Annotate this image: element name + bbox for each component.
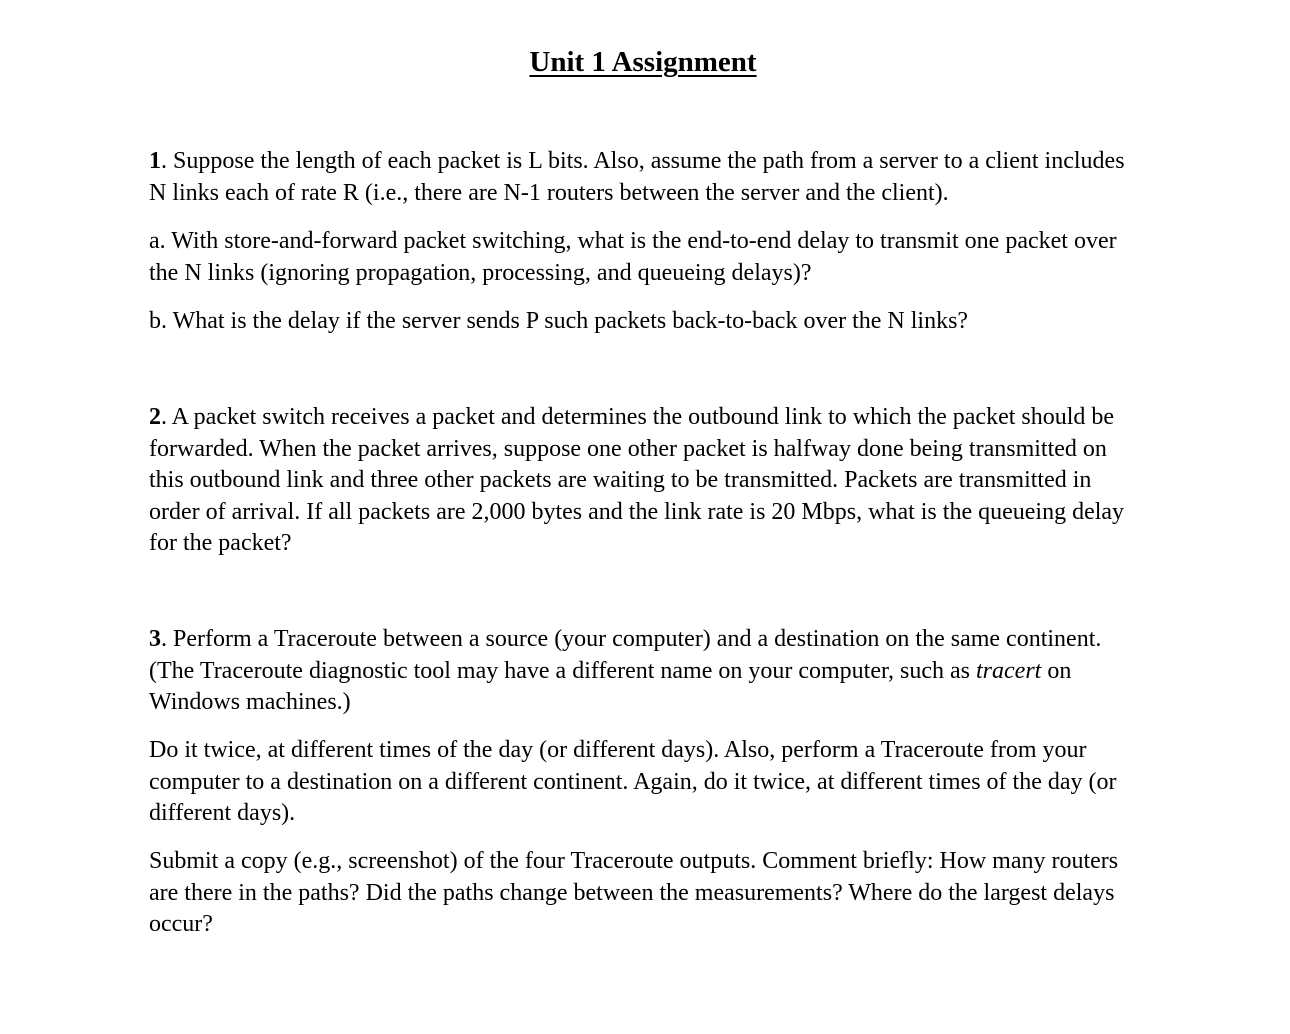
question-3-paragraph-2 bbox=[149, 735, 1139, 830]
question-2 bbox=[149, 402, 1139, 560]
page-title: Unit 1 Assignment bbox=[529, 46, 757, 78]
question-1 bbox=[149, 146, 1139, 209]
question-1-number: 1 bbox=[149, 148, 161, 174]
question-3-paragraph-2-text: Do it twice, at different times of the day (or different days). Also, perform a Traceroute from your computer to a destination on a different continent. Again, do it twice, at different times of the day (or different days). bbox=[149, 737, 1117, 826]
question-3-paragraph-3 bbox=[149, 846, 1139, 941]
question-3-number: 3 bbox=[149, 626, 161, 652]
question-1-intro-text: . Suppose the length of each packet is L bits. Also, assume the path from a server to a client includes N links each of rate R (i.e., there are N-1 routers between the server and the client). bbox=[149, 148, 1125, 206]
question-3-intro-before: . Perform a Traceroute between a source (your computer) and a destination on the same continent. (The Traceroute diagnostic tool may have a different name on your computer, such as bbox=[149, 626, 1102, 684]
question-2-paragraph bbox=[149, 402, 1139, 560]
question-3-tool-name: tracert bbox=[976, 657, 1042, 684]
question-1-part-b bbox=[149, 306, 1139, 338]
question-2-text: . A packet switch receives a packet and determines the outbound link to which the packet should be forwarded. When the packet arrives, suppose one other packet is halfway done being transmitted on this outbound link and three other packets are waiting to be transmitted. Packets are transmitted in order of arrival. If all packets are 2,000 bytes and the link rate is 20 Mbps, what is the queueing delay for the packet? bbox=[149, 404, 1125, 556]
question-1-part-b-text: b. What is the delay if the server sends P such packets back-to-back over the N links? bbox=[149, 308, 969, 334]
question-1-intro bbox=[149, 146, 1139, 209]
question-3-paragraph-3-text: Submit a copy (e.g., screenshot) of the four Traceroute outputs. Comment briefly: How many routers are there in the paths? Did the paths change between the measurements? Where do the largest delays occur? bbox=[149, 848, 1119, 937]
question-1-part-a-text: a. With store-and-forward packet switching, what is the end-to-end delay to transmit one packet over the N links (ignoring propagation, processing, and queueing delays)? bbox=[149, 228, 1117, 286]
question-3-intro-after: on Windows machines.) bbox=[149, 657, 1072, 715]
question-3-intro bbox=[149, 624, 1139, 719]
question-3 bbox=[149, 624, 1139, 719]
question-1-part-a bbox=[149, 226, 1139, 289]
question-2-number: 2 bbox=[149, 404, 161, 430]
